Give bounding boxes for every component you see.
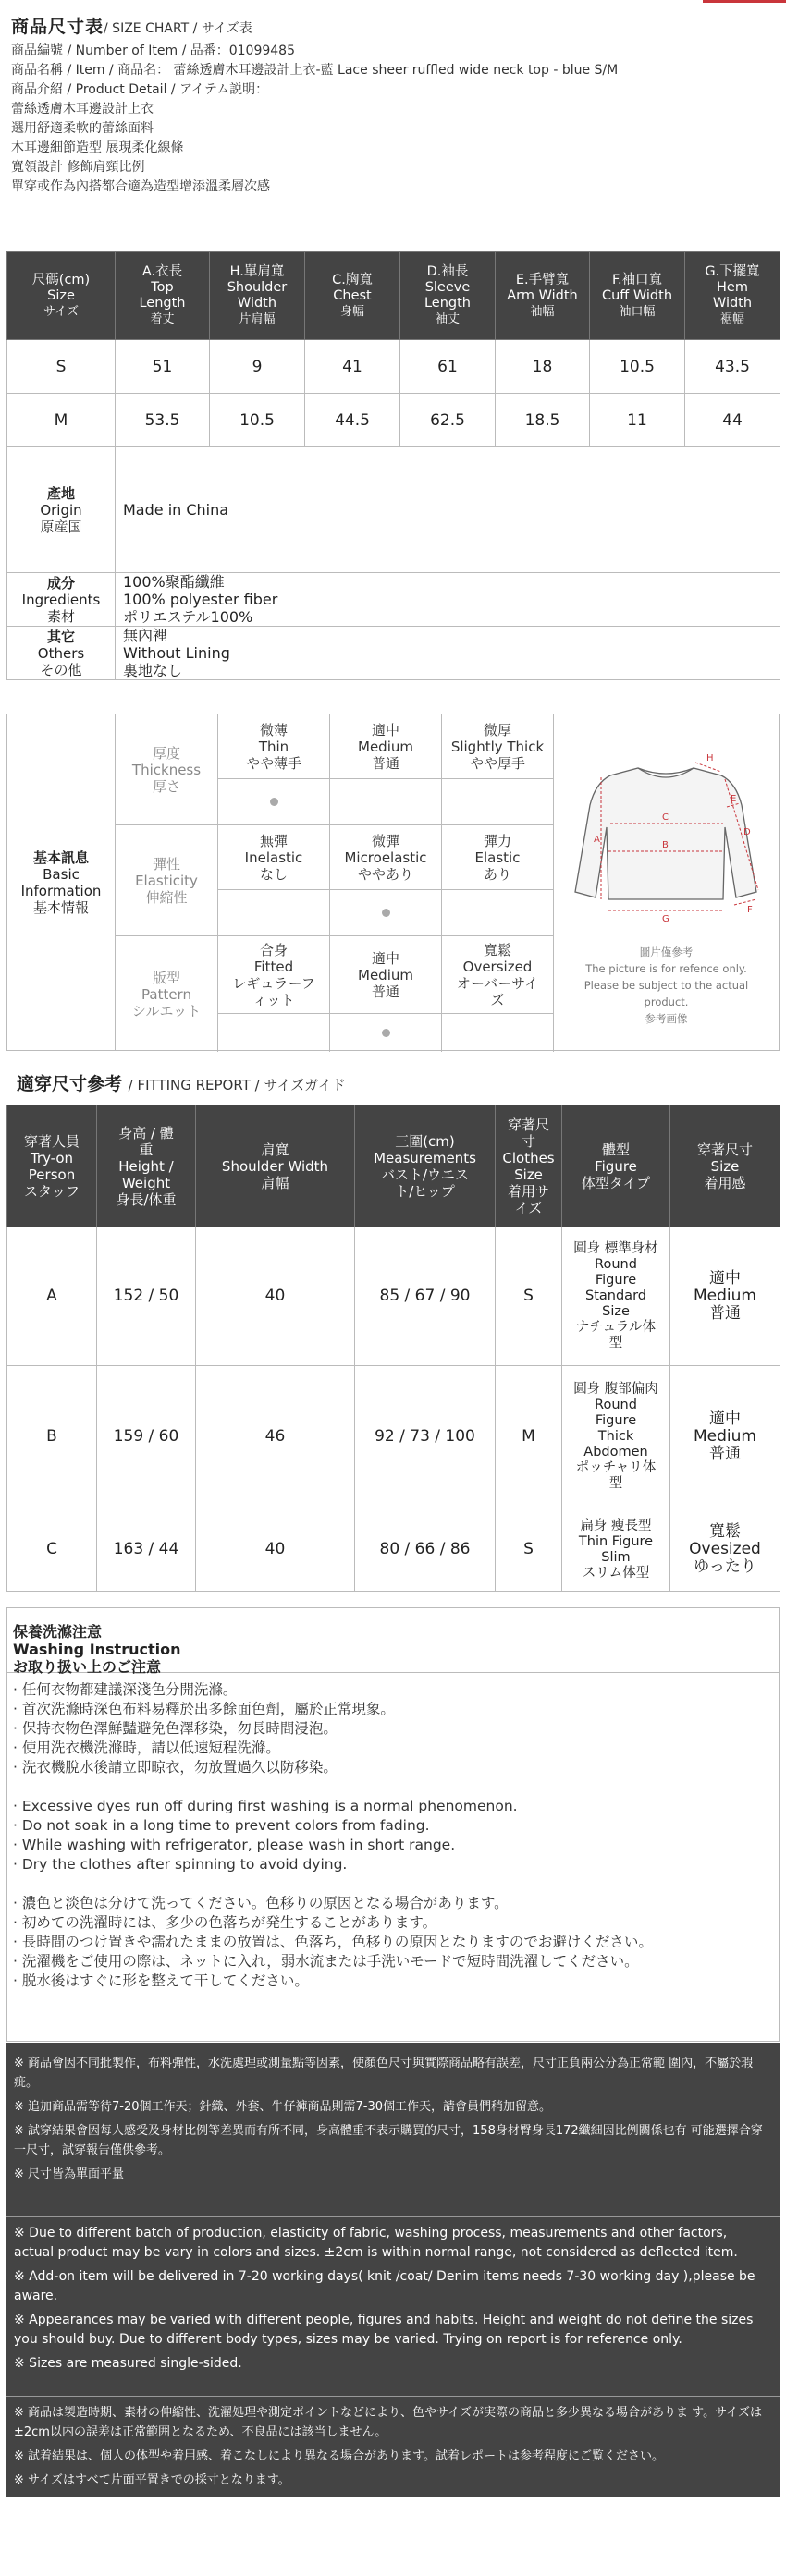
value-cell: 18.5 (496, 394, 590, 447)
height-weight-cell: 152 / 50 (97, 1227, 196, 1366)
info-line: 商品名稱 / Item / 商品名： 蕾絲透膚木耳邊設計上衣-藍 Lace sheer ruffled wide neck top - blue S/M (11, 63, 619, 78)
basic-info-label: 基本訊息 Basic Information 基本情報 (7, 714, 116, 1050)
size-cell: S (496, 1508, 562, 1592)
dot-cell (218, 890, 330, 936)
note-line: ※ 商品は製造時期、素材の伸縮性、洗濯処理や測定ポイントなどにより、色やサイズが実際の商品と多少異なる場合がありま す。サイズは±2cm以内の誤差は正常範囲となるため、不良品には該当しません。 (14, 2406, 763, 2439)
pattern-row (116, 936, 553, 1052)
height-weight-cell: 159 / 60 (97, 1366, 196, 1508)
option-medium: 適中 Medium 普通 (330, 936, 442, 1014)
header-chest: C.胸寬 Chest 身幅 (305, 252, 400, 340)
fitting-report-title: 適穿尺寸參考 / FITTING REPORT / サイズガイド (17, 1074, 346, 1094)
diagram-label-d: D (743, 827, 751, 837)
washing-line: · While washing with refrigerator, please wash in short range. (13, 1837, 456, 1853)
measurements-cell: 92 / 73 / 100 (355, 1366, 496, 1508)
value-cell: 51 (116, 340, 210, 394)
washing-title: 保養洗滌注意 Washing Instruction お取り扱い上のご注意 (7, 1608, 779, 1673)
info-line: 蕾絲透膚木耳邊設計上衣 (11, 102, 154, 116)
figure-cell: 扁身 瘦長型 Thin Figure Slim スリム体型 (562, 1508, 670, 1592)
dot-cell (218, 779, 330, 825)
fit-cell: 寬鬆 Ovesized ゆったり (670, 1508, 780, 1592)
elasticity-label: 彈性 Elasticity 伸縮性 (116, 825, 218, 936)
dot-cell (218, 1014, 330, 1052)
washing-line: · 濃色と淡色は分けて洗ってください。色移りの原因となる場合があります。 (13, 1895, 509, 1911)
option-slightly-thick: 微厚 Slightly Thick やや厚手 (442, 714, 554, 779)
header-figure: 體型 Figure 体型タイプ (562, 1105, 670, 1227)
value-cell: 9 (210, 340, 305, 394)
origin-value: Made in China (116, 447, 780, 573)
thickness-row (116, 714, 553, 825)
info-line: 單穿或作為內搭都合適為造型增添溫柔層次感 (11, 179, 270, 194)
value-cell: 41 (305, 340, 400, 394)
elasticity-row (116, 825, 553, 936)
washing-line: · Excessive dyes run off during first washing is a normal phenomenon. (13, 1798, 518, 1814)
value-cell: 18 (496, 340, 590, 394)
shoulder-cell: 46 (196, 1366, 355, 1508)
thickness-label: 厚度 Thickness 厚さ (116, 714, 218, 825)
table-row (7, 394, 780, 447)
washing-line: · Do not soak in a long time to prevent colors from fading. (13, 1817, 430, 1834)
header-height-weight: 身高 / 體 重 Height / Weight 身長/体重 (97, 1105, 196, 1227)
header-arm-width: E.手臂寬 Arm Width 袖幅 (496, 252, 590, 340)
note-line: ※ 尺寸皆為單面平量 (14, 2167, 125, 2181)
diagram-label-b: B (662, 840, 669, 850)
value-cell: 61 (400, 340, 496, 394)
shoulder-cell: 40 (196, 1227, 355, 1366)
others-value: 無內裡 Without Lining 裏地なし (116, 627, 780, 680)
header-fit: 穿著尺寸 Size 着用感 (670, 1105, 780, 1227)
washing-line: · 保持衣物色澤鮮豔避免色澤移染，勿長時間浸泡。 (13, 1720, 338, 1737)
option-thin: 微薄 Thin やや薄手 (218, 714, 330, 779)
notes-panel (6, 2043, 780, 2497)
shoulder-cell: 40 (196, 1508, 355, 1592)
measurements-cell: 80 / 66 / 86 (355, 1508, 496, 1592)
dot-cell (442, 779, 554, 825)
info-line: 商品編號 / Number of Item / 品番：01099485 (11, 43, 295, 58)
ingredients-label: 成分 Ingredients 素材 (7, 573, 116, 627)
basic-info-panel (6, 714, 780, 1051)
size-table-header (7, 252, 780, 340)
top-accent-line (703, 0, 786, 3)
info-line: 寬領設計 修飾肩頸比例 (11, 160, 145, 175)
selected-dot-icon (382, 909, 390, 917)
washing-instruction-panel (6, 1607, 780, 2042)
dot-cell (442, 1014, 554, 1052)
ingredients-row (7, 573, 780, 627)
header-top-length: A.衣長 Top Length 着丈 (116, 252, 210, 340)
diagram-label-c: C (662, 812, 669, 823)
dot-cell (330, 890, 442, 936)
size-cell: M (7, 394, 116, 447)
washing-line: · 首次洗滌時深色布料易釋於出多餘面色劑，屬於正常現象。 (13, 1701, 395, 1717)
value-cell: 53.5 (116, 394, 210, 447)
size-cell: S (496, 1227, 562, 1366)
figure-cell: 圓身 腹部偏肉 Round Figure Thick Abdomen ポッチャリ体 型 (562, 1366, 670, 1508)
person-cell: C (7, 1508, 97, 1592)
divider (6, 2216, 780, 2217)
dot-cell (442, 890, 554, 936)
height-weight-cell: 163 / 44 (97, 1508, 196, 1592)
fit-cell: 適中 Medium 普通 (670, 1227, 780, 1366)
washing-line: · 使用洗衣機洗滌時，請以低速短程洗滌。 (13, 1740, 280, 1756)
value-cell: 43.5 (685, 340, 780, 394)
diagram-label-a: A (594, 835, 600, 845)
note-line: ※ Due to different batch of production, elasticity of fabric, washing process, measurements and other factors, actual product may be vary in colors and sizes. ±2cm is within normal range, not considered as deflected item. (14, 2226, 738, 2260)
sweater-diagram-icon (553, 714, 780, 946)
note-line: ※ 追加商品需等待7-20個工作天；針織、外套、牛仔褲商品則需7-30個工作天，請會員們稍加留意。 (14, 2100, 552, 2114)
option-fitted: 合身 Fitted レギュラーフ ィット (218, 936, 330, 1014)
note-line: ※ 試着結果は、個人の体型や着用感、着こなしにより異なる場合があります。試着レポートは参考程度にご覧ください。 (14, 2449, 664, 2463)
diagram-label-g: G (662, 914, 669, 924)
selected-dot-icon (270, 798, 278, 806)
value-cell: 10.5 (210, 394, 305, 447)
washing-line: · 任何衣物都建議深淺色分開洗滌。 (13, 1681, 238, 1698)
washing-line: · 脱水後はすぐに形を整えて干してください。 (13, 1972, 309, 1989)
info-line: 商品介紹 / Product Detail / アイテム説明： (11, 82, 269, 97)
garment-diagram (553, 714, 780, 1050)
pattern-label: 版型 Pattern シルエット (116, 936, 218, 1052)
diagram-label-e: E (731, 794, 737, 804)
note-line: ※ Appearances may be varied with different people, figures and habits. Height and weight do not define the sizes you should buy. Due to different body types, sizes may be varied. Trying on report is for reference only. (14, 2313, 754, 2347)
header-shoulder: 肩寬 Shoulder Width 肩幅 (196, 1105, 355, 1227)
header-measurements: 三圍(cm) Measurements バスト/ウエス ト/ヒップ (355, 1105, 496, 1227)
option-microelastic: 微彈 Microelastic ややあり (330, 825, 442, 890)
washing-line: · 洗衣機脫水後請立即晾衣，勿放置過久以防移染。 (13, 1759, 338, 1776)
product-info (11, 42, 769, 197)
header-size: 尺碼(cm) Size サイズ (7, 252, 116, 340)
header-cuff-width: F.袖口寬 Cuff Width 袖口幅 (590, 252, 685, 340)
person-cell: A (7, 1227, 97, 1366)
header-hem-width: G.下擺寬 Hem Width 裾幅 (685, 252, 780, 340)
origin-label: 產地 Origin 原産国 (7, 447, 116, 573)
size-chart-title: 商品尺寸表/ SIZE CHART / サイズ表 (11, 17, 252, 37)
spacer (13, 1777, 771, 1797)
selected-dot-icon (382, 1029, 390, 1037)
spacer (13, 1874, 771, 1894)
note-line: ※ Sizes are measured single-sided. (14, 2356, 242, 2371)
note-line: ※ 商品會因不同批製作，布料彈性，水洗處理或測量點等因素，使顏色尺寸與實際商品略有誤差，尺寸正負兩公分為正常範 圍內，不屬於瑕疵。 (14, 2057, 754, 2090)
washing-line: · Dry the clothes after spinning to avoid dying. (13, 1856, 348, 1873)
notes-en (14, 2224, 770, 2378)
figure-cell: 圓身 標準身材 Round Figure Standard Size ナチュラル体 型 (562, 1227, 670, 1366)
notes-ja (14, 2403, 770, 2495)
info-line: 木耳邊細節造型 展現柔化線條 (11, 140, 184, 155)
option-oversized: 寬鬆 Oversized オーバーサイ ズ (442, 936, 554, 1014)
measurements-cell: 85 / 67 / 90 (355, 1227, 496, 1366)
header-shoulder-width: H.單肩寬 Shoulder Width 片肩幅 (210, 252, 305, 340)
option-inelastic: 無彈 Inelastic なし (218, 825, 330, 890)
info-line: 選用舒適柔軟的蕾絲面料 (11, 121, 154, 136)
header-person: 穿著人員 Try-on Person スタッフ (7, 1105, 97, 1227)
header-clothes-size: 穿著尺 寸 Clothes Size 着用サ イズ (496, 1105, 562, 1227)
size-cell: M (496, 1366, 562, 1508)
attribute-grid (116, 714, 553, 1050)
option-elastic: 彈力 Elastic あり (442, 825, 554, 890)
notes-zh (14, 2054, 770, 2189)
fitting-table (6, 1105, 780, 1592)
note-line: ※ Add-on item will be delivered in 7-20 working days( knit /coat/ Denim items needs 7-30 working day ),please be aware. (14, 2269, 755, 2303)
diagram-label-h: H (706, 753, 714, 763)
ingredients-value: 100%聚酯纖維 100% polyester fiber ポリエステル100% (116, 573, 780, 627)
table-row (7, 1227, 780, 1366)
value-cell: 62.5 (400, 394, 496, 447)
table-row (7, 1366, 780, 1508)
value-cell: 10.5 (590, 340, 685, 394)
note-line: ※ 試穿結果會因每人感受及身材比例等差異而有所不同，身高體重不表示購買的尺寸，158身材臀身長172纖細因比例關係也有 可能選擇合穿一尺寸，試穿報告僅供參考。 (14, 2124, 763, 2157)
diagram-caption: 圖片僅參考 The picture is for refence only. Please be subject to the actual product. 参考画像 (583, 946, 749, 1025)
value-cell: 44 (685, 394, 780, 447)
fitting-table-header (7, 1105, 780, 1227)
washing-line: · 初めての洗濯時には、多少の色落ちが発生することがあります。 (13, 1914, 437, 1931)
others-label: 其它 Others その他 (7, 627, 116, 680)
washing-line: · 洗濯機をご使用の際は、ネットに入れ，弱水流または手洗いモードで短時間洗濯してください。 (13, 1953, 639, 1970)
table-row (7, 1508, 780, 1592)
note-line: ※ サイズはすべて片面平置きでの採寸となります。 (14, 2473, 290, 2487)
diagram-label-f: F (747, 905, 753, 915)
value-cell: 11 (590, 394, 685, 447)
others-row (7, 627, 780, 680)
option-medium: 適中 Medium 普通 (330, 714, 442, 779)
dot-cell (330, 779, 442, 825)
value-cell: 44.5 (305, 394, 400, 447)
table-row (7, 340, 780, 394)
divider (6, 2396, 780, 2397)
size-cell: S (7, 340, 116, 394)
washing-line: · 長時間のつけ置きや濡れたままの放置は、色落ち，色移りの原因となりますのでお避けください。 (13, 1934, 653, 1950)
dot-cell (330, 1014, 442, 1052)
washing-text (13, 1680, 771, 1991)
fit-cell: 適中 Medium 普通 (670, 1366, 780, 1508)
person-cell: B (7, 1366, 97, 1508)
header-sleeve-length: D.袖長 Sleeve Length 袖丈 (400, 252, 496, 340)
size-table (6, 251, 780, 680)
origin-row (7, 447, 780, 573)
